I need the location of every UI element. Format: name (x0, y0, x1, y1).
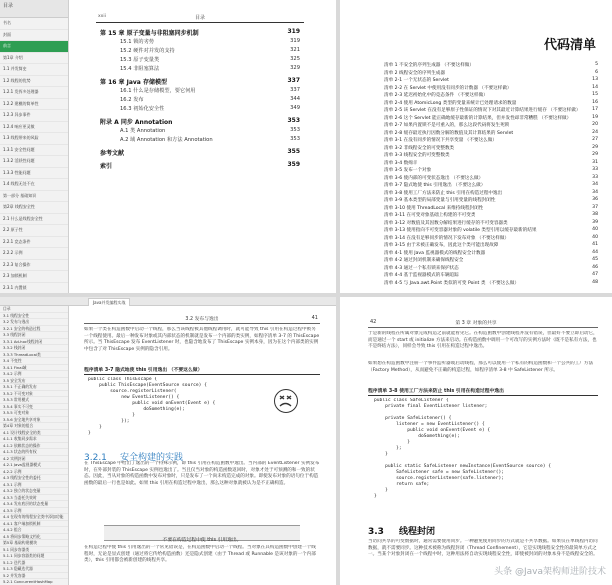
listing-label: 清单 2-2 在 Servlet 中使用没有同步的计数器 （不要这样做） (384, 85, 512, 91)
bottom-right-panel (340, 297, 612, 585)
code-listing: public class ThisEscape { public ThisEscape(EventSource source) { source.registerListener( new EventListener() { public void onEvent(Event e) { doSomething(e); } }); } } (88, 377, 216, 436)
listing-index-row[interactable] (384, 115, 598, 123)
listing-index-row[interactable] (384, 130, 598, 138)
listing-index-row[interactable] (384, 197, 598, 205)
sidebar-item[interactable]: 3.2 发布与逸出 (0, 319, 68, 326)
sidebar-item[interactable]: 5.1.1 同步容器类的问题 (0, 553, 68, 560)
toc-entry-label: A.1 类 Annotation (120, 128, 166, 134)
page-number: 41 (311, 315, 318, 321)
sidebar-item[interactable]: 3.5.2 不可变对象 (0, 391, 68, 398)
page-number: 42 (370, 319, 377, 325)
listing-index-row[interactable] (384, 122, 598, 130)
listing-label: 清单 3-14 在没有足够同步的情况下发布对象 （不要这样做） (384, 235, 510, 241)
listing-caption: 程序清单 3-7 隐式地使 this 引用逸出 （不要这么做） (84, 366, 320, 375)
listing-index-row[interactable] (384, 220, 598, 228)
listing-index-row[interactable] (384, 160, 598, 168)
sidebar-list (0, 18, 68, 293)
sidebar-item[interactable]: 4.3.2 独立的状态变量 (0, 488, 68, 495)
section-title: 线程封闭 (399, 527, 436, 537)
sidebar-item[interactable]: 2.1 什么是线程安全性 (0, 214, 68, 226)
sidebar-item[interactable]: 前言 (0, 41, 68, 53)
listing-label: 清单 2-1 一个无状态的 Servlet (384, 78, 449, 83)
sidebar-item[interactable]: 4.1 设计线程安全的类 (0, 430, 68, 437)
toc-entry-page: 337 (287, 77, 300, 84)
sidebar-item[interactable]: 第1章 介绍 (0, 53, 68, 65)
sidebar-item[interactable]: 4.2.1 Java监视器模式 (0, 462, 68, 469)
listing-label: 清单 4-1 使用 Java 监视器模式的线程安全计数器 (384, 250, 486, 256)
sidebar-item[interactable]: 5.1.3 隐藏迭代器 (0, 566, 68, 573)
sidebar-item[interactable]: 4.4.2 组合 (0, 527, 68, 534)
page-header-center: 3.2 发布与逸出 (185, 317, 219, 322)
sidebar-item[interactable]: 3.4.1 Final域 (0, 365, 68, 372)
listing-page: 36 (592, 197, 598, 202)
sidebar-item[interactable]: 书名 (0, 18, 68, 30)
sidebar-item[interactable]: 4.4.1 客户端加锁机制 (0, 521, 68, 528)
toc-entry-label: 第 16 章 Java 存储模型 (100, 79, 167, 86)
top-right-panel (340, 0, 612, 293)
listing-label: 清单 2-6 这个 Servlet 能正确地缓存最新的计算结果，但并发性却非常糟糕 （不要这样做） (384, 115, 572, 121)
sidebar-item[interactable]: 3.5.6 安全地共享对象 (0, 417, 68, 424)
sidebar-item[interactable]: 1.2 线程的优势 (0, 76, 68, 88)
listing-index-row[interactable] (384, 190, 598, 198)
sidebar-item[interactable]: 目录 (0, 306, 68, 313)
toc-entry-page: 319 (287, 28, 300, 35)
section-heading (368, 519, 435, 538)
listing-page: 37 (592, 204, 598, 210)
listing-label: 清单 3-13 使用指向不可变容器对象的 volatile 类型引用以缓存最新的结果 (384, 228, 537, 233)
toc-sidebar (0, 0, 69, 293)
toc-section-entry[interactable] (100, 65, 300, 73)
listing-page: 48 (592, 279, 598, 285)
listing-label: 清单 3-7 隐式地使 this 引用逸出 （不要这么做） (384, 183, 486, 188)
toc-entry-page: 321 (290, 47, 300, 53)
toc-section-entry[interactable] (100, 47, 300, 55)
listing-page: 29 (592, 152, 598, 157)
toc-entry-page: 353 (287, 117, 300, 124)
paragraph-3: 当访问共享的可变数据时，通常需要使用同步。一种避免使用同步的方式就是不共享数据。如果仅在单线程内访问数据，就不需要同步。这种技术被称为线程封闭（Thread Confinement），它是实现线程安全性的最简单方式之一。当某个对象封闭在一个线程中时，这种用法将自动实现线程安全性，即使被封闭的对象本身不是线程安全的。 (368, 539, 598, 558)
sidebar-item[interactable]: 1.3 线程带来的风险 (0, 133, 68, 145)
listing-index-row[interactable] (384, 167, 598, 175)
page-header-left: xxii (98, 14, 106, 19)
header-rule (96, 22, 304, 23)
sidebar-item[interactable]: 4.3 线程安全性的委托 (0, 475, 68, 482)
toc-entry-label: 参考文献 (100, 150, 125, 157)
toc-entry-label: 16.1 什么是存储模型，要它何用 (120, 88, 196, 94)
toc-entry-label: 第 15 章 原子变量与非阻塞同步机制 (100, 30, 199, 37)
listing-page: 5 (595, 62, 598, 67)
page-header-center: 目录 (194, 15, 205, 21)
sidebar-item[interactable]: 封面 (0, 30, 68, 42)
toc-chapter-entry[interactable] (100, 28, 300, 36)
sidebar-item[interactable]: 3.3.2 栈封闭 (0, 345, 68, 352)
toc-section-entry[interactable] (100, 56, 300, 64)
sidebar-item[interactable]: 3.5.3 常用模式 (0, 397, 68, 404)
sidebar-item[interactable]: 4.1.2 依赖状态的操作 (0, 443, 68, 450)
toc-entry-label: 附录 A 同步 Annotation (100, 119, 173, 126)
sidebar-item[interactable]: 4.5 将同步策略文档化 (0, 534, 68, 541)
listing-page: 40 (592, 234, 598, 240)
sidebar-item[interactable]: 2.2.2 示例 (0, 248, 68, 260)
sidebar-item[interactable]: 2.2 原子性 (0, 225, 68, 237)
sidebar-item[interactable]: 3.5.4 事实不可变 (0, 404, 68, 411)
listing-page: 33 (592, 174, 598, 180)
listing-index-row[interactable] (384, 175, 598, 183)
sidebar-item[interactable]: 3.3.1 Ad-hoc线程封闭 (0, 339, 68, 346)
listing-page: 24 (592, 129, 598, 135)
listing-label: 清单 2-3 延迟初始化中的竞态条件 （不要这样做） (384, 93, 488, 98)
sidebar-item[interactable]: 第5章 基础构建模块 (0, 540, 68, 547)
page-header-center: 第 3 章 对象的共享 (455, 321, 497, 326)
sidebar-item[interactable]: 1.3.2 活跃性问题 (0, 156, 68, 168)
chapter-sidebar (0, 306, 69, 585)
listing-page: 29 (592, 144, 598, 150)
toc-entry-page: 344 (290, 96, 300, 102)
listing-index-row[interactable] (384, 152, 598, 160)
toc-chapter-entry[interactable] (100, 77, 300, 85)
sidebar-item[interactable]: 5.1.2 迭代器 (0, 560, 68, 567)
sidebar-item[interactable]: 1.2.4 响应更灵敏 (0, 122, 68, 134)
section-title: 安全构建的实践 (120, 453, 184, 463)
listing-page: 15 (592, 92, 598, 97)
paragraph-2: 在 ThisEscape 中给出了逸出的一个特殊示例，即 this 引用在构造函数中逸出。当内部的 EventListener 实例发布时，在外部封装的 ThisEscape 实例也逸出了。当且仅当对象的构造函数返回时，对象才处于可预测的和一致的状态。因此，当从对象的构造函数中发布对象时，只是发布了一个尚未构造完成的对象。即使发布对象的语句位于构造函数的最后一行也是如此。如果 this 引用在构造过程中逸出，那么这种对象就被认为是不正确构造。 (84, 461, 320, 486)
sidebar-item[interactable]: 4.2.2 示例 (0, 469, 68, 476)
sidebar-item[interactable]: 5.1 同步容器类 (0, 547, 68, 554)
paragraph-1: 如果一个类在构造函数中启动一个线程，那么当该线程被其他线程调用时，就可能导致 this 引用在构造过程中被另一个线程使用。最后一种发布对象或其内部状态的机制就是发布一个内部的类实例，如程序清单 3-7 的 ThisEscape 所示。当 ThisEscape 发布 EventListener 时，也隐含地发布了 ThisEscape 实例本身，因为在这个内部类的实例中包含了对 ThisEscape 实例的隐含引用。 (84, 327, 320, 352)
tab-bar (0, 297, 336, 306)
toc-entry-page: 337 (290, 87, 300, 93)
listing-page: 17 (592, 107, 598, 112)
sidebar-item[interactable]: 4.2 实例封闭 (0, 456, 68, 463)
listing-label: 清单 3-3 线程安全的可变整数类 (384, 153, 450, 158)
listing-page: 16 (592, 99, 598, 105)
listing-index-row[interactable] (384, 280, 598, 288)
toc-section-entry[interactable] (100, 87, 300, 95)
listing-index-row[interactable] (384, 205, 598, 213)
listing-page: 41 (592, 242, 598, 247)
listing-label: 清单 3-10 使用 ThreadLocal 来维持线程封闭性 (384, 205, 484, 211)
listing-page: 20 (592, 122, 598, 127)
listing-page: 44 (592, 249, 598, 255)
sidebar-list (0, 306, 68, 585)
listing-page: 31 (592, 159, 598, 165)
sidebar-item[interactable]: 3.2.1 安全的构造过程 (0, 326, 68, 333)
listing-index-row[interactable] (384, 212, 598, 220)
sidebar-item[interactable]: 1.2.2 建模的简单性 (0, 99, 68, 111)
toc-entry-label: A.2 域 Annotation 和方法 Annotation (120, 137, 213, 143)
toc-chapter-entry[interactable] (100, 148, 300, 156)
listing-page: 14 (592, 84, 598, 90)
toc-entry-page: 355 (287, 148, 300, 155)
listing-page: 33 (592, 167, 598, 172)
code-listing: public class SafeListener { private final EventListener listener; private SafeListener() { listener = new EventListener() { public void onEvent(Event e) { doSomething(e); } }; } public static SafeListener newInstance(EventSource source) { SafeListener safe = new SafeListener(); source.registerListener(safe.listener); return safe; } } (374, 398, 552, 499)
listing-label: 清单 4-2 通过封闭机制来确保线程安全 (384, 258, 464, 263)
listing-page: 6 (595, 69, 598, 75)
listing-page: 27 (592, 137, 598, 142)
listing-label: 清单 3-1 在没有同步的情况下共享变量 （不要这么做） (384, 138, 497, 143)
paragraph-2: 如果想在构造函数中注册一个事件监听器或启动线程，那么可以使用一个私有的构造函数和一个公共的工厂方法（Factory Method），从而避免不正确的构造过程，如程序清单 3-8 中 SafeListener 所示。 (368, 361, 594, 373)
header-rule (368, 327, 598, 328)
listing-label: 清单 4-4 基于监视器模式的车辆追踪 (384, 273, 459, 278)
listing-label: 清单 3-4 数绵羊 (384, 160, 418, 166)
toc-entry-page: 353 (290, 127, 300, 133)
toc-page (80, 10, 320, 280)
listing-label: 清单 2-5 该 Servlet 在没有足够原子性保证的情况下对其最近计算结果进行缓存 （不要这样做） (384, 108, 581, 113)
toc-entries (100, 28, 300, 268)
sidebar-item[interactable]: 2.2.1 竞态条件 (0, 237, 68, 249)
listing-index-row[interactable] (384, 100, 598, 108)
toc-entry-page: 349 (290, 105, 300, 111)
note-box (104, 525, 300, 541)
listing-label: 清单 3-15 由于未被正确发布，因此这个类可能出现故障 (384, 243, 499, 248)
toc-entry-label: 15.3 原子变量类 (120, 57, 160, 63)
listing-label: 清单 4-5 与 Java.awt.Point 类似的可变 Point 类 （不要这么做） (384, 280, 520, 286)
listing-index (384, 62, 598, 288)
book-page-41 (74, 311, 330, 583)
sidebar-item[interactable]: 1.3.1 安全性问题 (0, 145, 68, 157)
listing-index-row[interactable] (384, 227, 598, 235)
sidebar-item[interactable]: 4.4 在现有的线程安全类中添加功能 (0, 514, 68, 521)
listing-index-row[interactable] (384, 265, 598, 273)
sidebar-item[interactable]: 4.3.4 发布底层的状态变量 (0, 501, 68, 508)
paragraph-1: 于是新的线程在所属对象完成构造之前就能看见它。在构造函数中创建线程并没有错误，但最好不要立即启动它，而是通过一个 start 或 initialize 方法来启动。在构造函数中调用一个可改写的实例方法时（既不是私有方法，也不是终结方法），同样会导致 this 引用在构造过程中逸出。 (368, 331, 598, 350)
sad-face-icon (274, 389, 298, 413)
listing-index-row[interactable] (384, 257, 598, 265)
toc-entry-page: 325 (290, 56, 300, 62)
listing-page: 13 (592, 77, 598, 82)
toc-entry-page: 329 (290, 65, 300, 71)
listing-label: 清单 2-4 使用 AtomicLong 类型的变量来统计已处理请求的数量 (384, 100, 517, 106)
toc-section-entry[interactable] (100, 105, 300, 113)
listing-label: 清单 2-7 如果内置锁不是可重入的，那么这段代码将发生死锁 (384, 123, 510, 128)
listing-page: 38 (592, 212, 598, 217)
listing-index-row[interactable] (384, 182, 598, 190)
sidebar-item[interactable]: 3.5.1 不正确的发布 (0, 384, 68, 391)
toc-section-entry[interactable] (100, 136, 300, 144)
sidebar-item[interactable]: 4.1.3 状态的所有权 (0, 449, 68, 456)
sidebar-item[interactable]: 第一部分 基础知识 (0, 191, 68, 203)
sidebar-item[interactable]: 4.3.3 当委托失效时 (0, 495, 68, 502)
section-number: 3.3 (368, 527, 384, 537)
toc-entry-label: 15.4 非阻塞算法 (120, 66, 160, 72)
top-left-panel (0, 0, 336, 293)
sidebar-item[interactable]: 3.5 安全发布 (0, 378, 68, 385)
listing-label: 清单 3-9 基本类型的局部变量与引用变量的线程封闭性 (384, 198, 496, 203)
listing-label: 清单 3-12 对数值及其因数分解结果进行缓存的不可变容器类 (384, 220, 508, 226)
listing-label: 清单 3-8 使用工厂方法来防止 this 引用在构造过程中逸出 (384, 190, 503, 196)
listing-page: 46 (592, 264, 598, 270)
listing-index-title: 代码清单 (543, 38, 596, 53)
toc-entry-page: 353 (290, 136, 300, 142)
listing-page: 40 (592, 227, 598, 232)
listing-index-row[interactable] (384, 70, 598, 78)
listing-caption: 程序清单 3-8 使用工厂方法来防止 this 引用在构造过程中逸出 (368, 387, 598, 396)
toc-entry-label: 15.2 硬件对并发的支持 (120, 48, 175, 54)
sidebar-item[interactable]: 3.3.3 ThreadLocal类 (0, 352, 68, 359)
sidebar-item[interactable]: 1.4 线程无处不在 (0, 179, 68, 191)
sidebar-item[interactable]: 4.3.1 示例 (0, 482, 68, 489)
toc-entry-label: 16.3 初始化安全性 (120, 106, 165, 112)
listing-index-row[interactable] (384, 250, 598, 258)
listing-index-row[interactable] (384, 107, 598, 115)
toc-chapter-entry[interactable] (100, 117, 300, 125)
listing-label: 清单 2-8 缓存最近执行因数分解的数值及其计算结果的 Servlet (384, 130, 514, 136)
listing-label: 清单 3-5 发布一个对象 (384, 168, 432, 173)
listing-index-row[interactable] (384, 85, 598, 93)
bottom-left-panel (0, 297, 336, 585)
listing-index-row[interactable] (384, 242, 598, 250)
note-text: 不要在构造过程中使 this 引用逸出。 (162, 538, 242, 543)
sidebar-item[interactable]: 1.1 并发简史 (0, 64, 68, 76)
listing-label: 清单 2 线程安全的序列生成器 (384, 70, 445, 76)
toc-section-entry[interactable] (100, 96, 300, 104)
section-number: 3.2.1 (84, 453, 107, 463)
sidebar-item[interactable]: 3.5.5 可变对象 (0, 410, 68, 417)
sidebar-item[interactable]: 5.2 并发容器 (0, 573, 68, 580)
listing-label: 清单 1 不安全的序列生成器 （不要这样做） (384, 63, 474, 68)
toc-entry-label: 索引 (100, 163, 113, 170)
listing-label: 清单 4-3 通过一个私有锁来保护状态 (384, 265, 459, 271)
sidebar-item[interactable]: 2.3 加锁机制 (0, 271, 68, 283)
listing-page: 34 (592, 182, 598, 187)
toc-chapter-entry[interactable] (100, 161, 300, 169)
sidebar-item[interactable]: 5.2.1 ConcurrentHashMap (0, 579, 68, 585)
toc-section-entry[interactable] (100, 127, 300, 135)
listing-page: 47 (592, 272, 598, 277)
sidebar-item[interactable]: 1.3.3 性能问题 (0, 168, 68, 180)
toc-entry-label: 15.1 锁的劣势 (120, 39, 154, 45)
toc-section-entry[interactable] (100, 38, 300, 46)
listing-index-row[interactable] (384, 235, 598, 243)
listing-page: 19 (592, 114, 598, 120)
sidebar-item[interactable]: 3.1 线程安全性 (0, 313, 68, 320)
sidebar-item[interactable]: 3.4 不变性 (0, 358, 68, 365)
toc-entry-page: 359 (287, 161, 300, 168)
sidebar-item[interactable]: 3.3 线程封闭 (0, 332, 68, 339)
sidebar-item[interactable]: 第4章 对象的组合 (0, 423, 68, 430)
toc-entry-label: 16.2 发布 (120, 97, 144, 103)
listing-index-row[interactable] (384, 62, 598, 70)
sidebar-item[interactable]: 1.2.1 发挥多处理器 (0, 87, 68, 99)
listing-page: 45 (592, 257, 598, 262)
paragraph-3: 在构造过程中使 this 引用逸出的一个常见错误是，在构造函数中启动一个线程。当对象在其构造函数中创建一个线程时，无论是显式创建（通过将它传给构造函数）还是隐式创建（由于 Thread 或 Runnable 是该对象的一个内部类），this 引用都会被新创建的线程共享。 (84, 545, 316, 564)
sidebar-item[interactable]: 2.2.3 复合操作 (0, 260, 68, 272)
sidebar-item[interactable]: 3.4.2 示例 (0, 371, 68, 378)
sidebar-header: 目录 (0, 0, 68, 18)
listing-label: 清单 3-11 在可变对象基础上构建的不可变类 (384, 213, 476, 218)
listing-index-row[interactable] (384, 92, 598, 100)
sidebar-item[interactable]: 第2章 线程安全性 (0, 202, 68, 214)
sidebar-item[interactable]: 4.1.1 收集同步需求 (0, 436, 68, 443)
listing-index-row[interactable] (384, 272, 598, 280)
sidebar-item[interactable]: 1.2.3 异步事件 (0, 110, 68, 122)
listing-index-row[interactable] (384, 145, 598, 153)
listing-page: 34 (592, 189, 598, 195)
listing-label: 清单 3-2 非线程安全的可变整数类 (384, 145, 455, 151)
header-rule (84, 323, 320, 324)
listing-index-row[interactable] (384, 137, 598, 145)
listing-label: 清单 3-6 使内部的可变状态逸出 （不要这么做） (384, 175, 484, 181)
toc-entry-page: 319 (290, 38, 300, 44)
tab-document[interactable]: Java并发编程实战 (88, 298, 130, 306)
sidebar-item[interactable]: 4.3.5 示例 (0, 508, 68, 515)
listing-page: 39 (592, 219, 598, 225)
watermark: 头条 @Java架构师进阶技术 (494, 567, 606, 577)
listing-index-row[interactable] (384, 77, 598, 85)
sidebar-item[interactable]: 2.3.1 内置锁 (0, 283, 68, 294)
